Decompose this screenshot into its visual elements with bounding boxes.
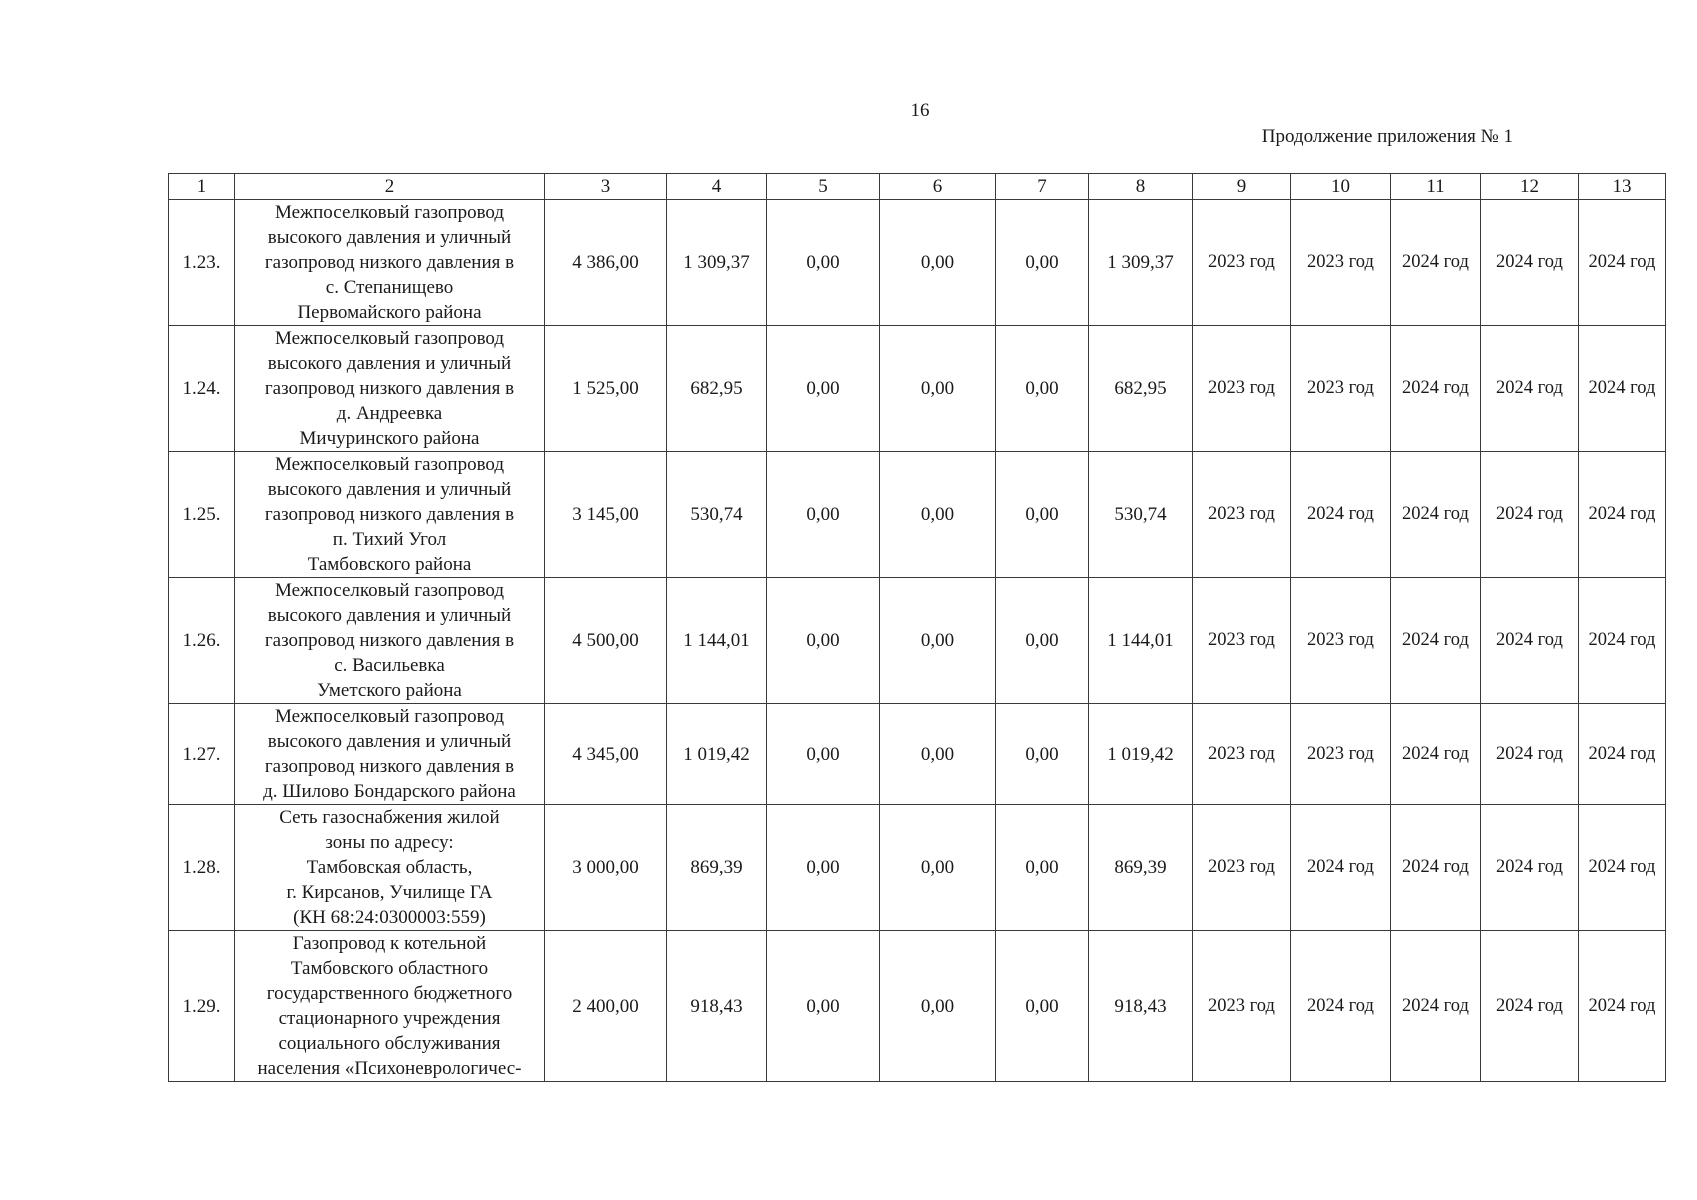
column-number-header: 13 [1579,174,1666,200]
column-number-header: 5 [767,174,880,200]
value-cell: 0,00 [996,578,1089,704]
value-cell: 0,00 [996,326,1089,452]
year-cell: 2024 год [1481,452,1579,578]
value-cell: 0,00 [880,704,996,805]
value-cell: 918,43 [1089,931,1193,1082]
year-cell: 2024 год [1391,200,1481,326]
column-number-header: 1 [169,174,235,200]
year-cell: 2024 год [1481,931,1579,1082]
row-number: 1.27. [169,704,235,805]
column-number-header: 9 [1193,174,1291,200]
value-cell: 530,74 [1089,452,1193,578]
value-cell: 1 019,42 [667,704,767,805]
value-cell: 4 500,00 [545,578,667,704]
value-cell: 0,00 [880,931,996,1082]
column-number-header: 6 [880,174,996,200]
year-cell: 2024 год [1481,704,1579,805]
column-number-header: 4 [667,174,767,200]
year-cell: 2024 год [1579,578,1666,704]
value-cell: 0,00 [996,200,1089,326]
row-number: 1.29. [169,931,235,1082]
table-row [169,704,1666,805]
value-cell: 2 400,00 [545,931,667,1082]
value-cell: 0,00 [767,931,880,1082]
value-cell: 0,00 [880,326,996,452]
table-row [169,326,1666,452]
value-cell: 0,00 [880,452,996,578]
year-cell: 2023 год [1193,326,1291,452]
value-cell: 530,74 [667,452,767,578]
value-cell: 869,39 [1089,805,1193,931]
object-name: Межпоселковый газопровод высокого давления и уличный газопровод низкого давления в п. Тихий Угол Тамбовского района [235,452,545,578]
year-cell: 2024 год [1579,704,1666,805]
table-row [169,452,1666,578]
value-cell: 0,00 [767,326,880,452]
value-cell: 1 525,00 [545,326,667,452]
value-cell: 0,00 [767,704,880,805]
year-cell: 2023 год [1193,200,1291,326]
year-cell: 2024 год [1579,452,1666,578]
value-cell: 1 144,01 [667,578,767,704]
year-cell: 2024 год [1291,805,1391,931]
year-cell: 2024 год [1291,452,1391,578]
value-cell: 1 309,37 [667,200,767,326]
year-cell: 2024 год [1291,931,1391,1082]
value-cell: 0,00 [880,805,996,931]
value-cell: 1 144,01 [1089,578,1193,704]
value-cell: 0,00 [767,805,880,931]
column-number-header: 7 [996,174,1089,200]
object-name: Межпоселковый газопровод высокого давления и уличный газопровод низкого давления в с. Васильевка Уметского района [235,578,545,704]
row-number: 1.23. [169,200,235,326]
value-cell: 3 145,00 [545,452,667,578]
row-number: 1.28. [169,805,235,931]
value-cell: 682,95 [1089,326,1193,452]
year-cell: 2023 год [1193,452,1291,578]
column-number-header: 3 [545,174,667,200]
year-cell: 2023 год [1193,578,1291,704]
year-cell: 2024 год [1391,704,1481,805]
table-row [169,805,1666,931]
page-number: 16 [910,100,930,121]
column-number-header: 12 [1481,174,1579,200]
value-cell: 4 386,00 [545,200,667,326]
column-number-header: 8 [1089,174,1193,200]
table-row [169,931,1666,1082]
column-number-header: 10 [1291,174,1391,200]
value-cell: 0,00 [767,578,880,704]
value-cell: 0,00 [996,805,1089,931]
year-cell: 2023 год [1193,704,1291,805]
row-number: 1.26. [169,578,235,704]
column-number-header: 11 [1391,174,1481,200]
year-cell: 2023 год [1193,931,1291,1082]
table-row [169,200,1666,326]
year-cell: 2024 год [1391,326,1481,452]
object-name: Межпоселковый газопровод высокого давления и уличный газопровод низкого давления в с. Степанищево Первомайского района [235,200,545,326]
year-cell: 2023 год [1291,200,1391,326]
value-cell: 4 345,00 [545,704,667,805]
value-cell: 0,00 [880,578,996,704]
year-cell: 2024 год [1391,931,1481,1082]
year-cell: 2024 год [1481,200,1579,326]
year-cell: 2023 год [1291,326,1391,452]
year-cell: 2024 год [1481,326,1579,452]
data-table [168,173,1666,1082]
value-cell: 0,00 [996,452,1089,578]
table-header-row [169,174,1666,200]
year-cell: 2024 год [1391,452,1481,578]
value-cell: 869,39 [667,805,767,931]
object-name: Газопровод к котельной Тамбовского областного государственного бюджетного стационарного учреждения социального обслуживания населения «Психоневрологичес- [235,931,545,1082]
value-cell: 0,00 [880,200,996,326]
value-cell: 1 309,37 [1089,200,1193,326]
year-cell: 2024 год [1579,326,1666,452]
row-number: 1.25. [169,452,235,578]
year-cell: 2024 год [1579,805,1666,931]
object-name: Межпоселковый газопровод высокого давления и уличный газопровод низкого давления в д. Андреевка Мичуринского района [235,326,545,452]
year-cell: 2024 год [1391,805,1481,931]
year-cell: 2024 год [1481,805,1579,931]
year-cell: 2023 год [1291,704,1391,805]
object-name: Межпоселковый газопровод высокого давления и уличный газопровод низкого давления в д. Шилово Бондарского района [235,704,545,805]
value-cell: 1 019,42 [1089,704,1193,805]
year-cell: 2024 год [1579,931,1666,1082]
year-cell: 2024 год [1579,200,1666,326]
row-number: 1.24. [169,326,235,452]
column-number-header: 2 [235,174,545,200]
value-cell: 0,00 [996,931,1089,1082]
value-cell: 0,00 [767,200,880,326]
value-cell: 3 000,00 [545,805,667,931]
value-cell: 0,00 [767,452,880,578]
object-name: Сеть газоснабжения жилой зоны по адресу: Тамбовская область, г. Кирсанов, Училище ГА (КН 68:24:0300003:559) [235,805,545,931]
year-cell: 2024 год [1481,578,1579,704]
year-cell: 2023 год [1193,805,1291,931]
value-cell: 918,43 [667,931,767,1082]
year-cell: 2024 год [1391,578,1481,704]
appendix-continuation-note: Продолжение приложения № 1 [1261,126,1513,147]
value-cell: 682,95 [667,326,767,452]
table-row [169,578,1666,704]
year-cell: 2023 год [1291,578,1391,704]
value-cell: 0,00 [996,704,1089,805]
